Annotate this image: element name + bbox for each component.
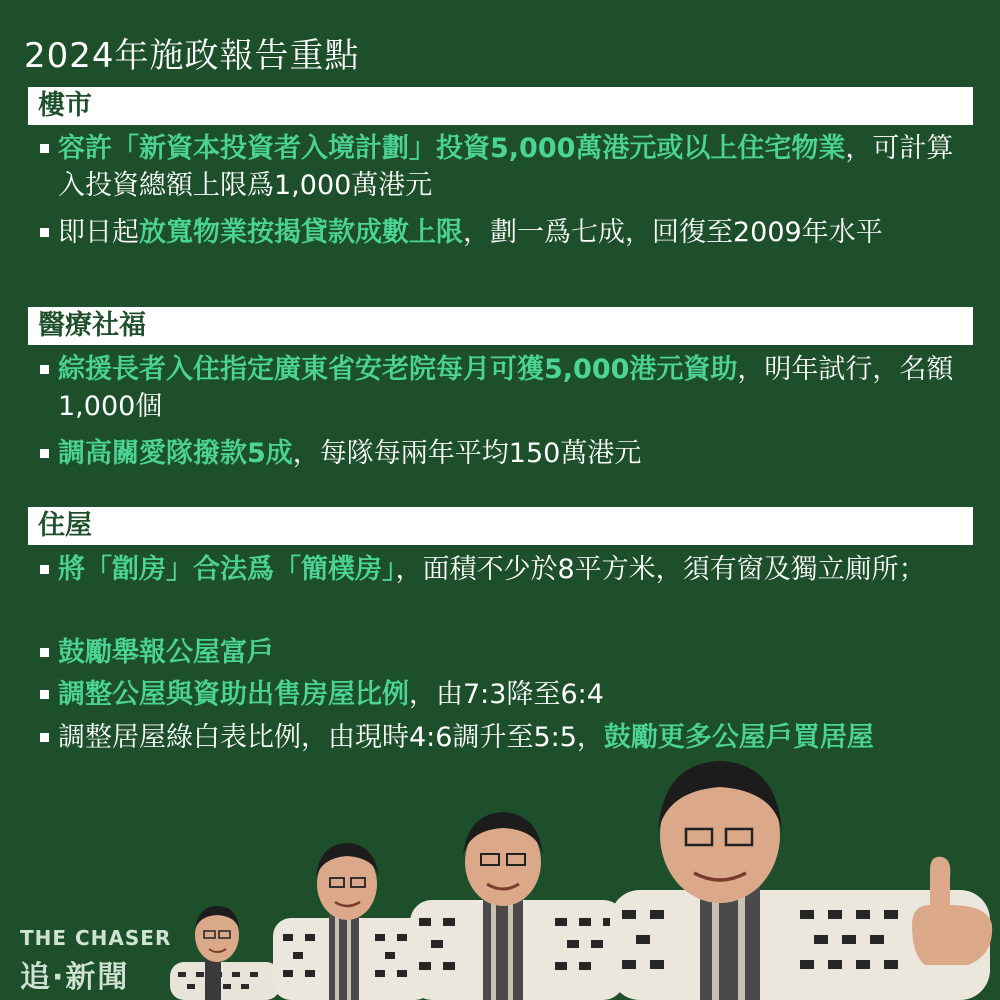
item-text: ，明年試行，名額1,000個 <box>58 354 954 422</box>
item-text: ，每隊每兩年平均150萬港元 <box>292 438 642 469</box>
highlight-text: 放寬物業按揭貸款成數上限 <box>139 217 463 248</box>
section-heading-medical-welfare: 醫療社福 <box>28 307 973 345</box>
list-item <box>36 351 976 425</box>
list-item <box>36 130 976 204</box>
highlight-text: 調高關愛隊撥款5成 <box>58 438 293 469</box>
logo-text-en: THE CHASER <box>20 926 172 950</box>
brand-logo <box>20 926 171 996</box>
item-text: 即日起 <box>58 217 139 248</box>
item-text: ，劃一爲七成，回復至2009年水平 <box>463 217 883 248</box>
logo-text-zh: 追·新聞 <box>20 960 130 995</box>
highlight-text: 調整公屋與資助出售房屋比例 <box>58 679 409 710</box>
list-item <box>36 634 976 671</box>
highlight-text: 綜援長者入住指定廣東省安老院每月可獲5,000港元資助 <box>58 354 738 385</box>
person-photo-large <box>405 800 625 1000</box>
list-item <box>36 214 976 251</box>
section-heading-property-market: 樓市 <box>28 87 973 125</box>
section-heading-housing: 住屋 <box>28 507 973 545</box>
person-photo-thumbs-up <box>600 755 1000 1000</box>
item-text: ，由7:3降至6:4 <box>409 679 604 710</box>
highlight-text: 鼓勵更多公屋戶買居屋 <box>603 722 874 753</box>
list-item <box>36 435 976 472</box>
item-text: 調整居屋綠白表比例，由現時4:6調升至5:5， <box>58 722 604 753</box>
list-item <box>36 551 976 588</box>
item-text: ，面積不少於8平方米，須有窗及獨立廁所； <box>395 554 926 585</box>
list-item <box>36 719 976 756</box>
page-title: 2024年施政報告重點 <box>24 36 360 76</box>
item-text: ，可計算入投資總額上限爲1,000萬港元 <box>58 133 954 201</box>
list-item <box>36 676 976 713</box>
highlight-text: 鼓勵舉報公屋富戶 <box>58 637 274 668</box>
highlight-text: 容許「新資本投資者入境計劃」投資5,000萬港元或以上住宅物業 <box>58 133 846 164</box>
highlight-text: 將「劏房」合法爲「簡樸房」 <box>58 554 396 585</box>
